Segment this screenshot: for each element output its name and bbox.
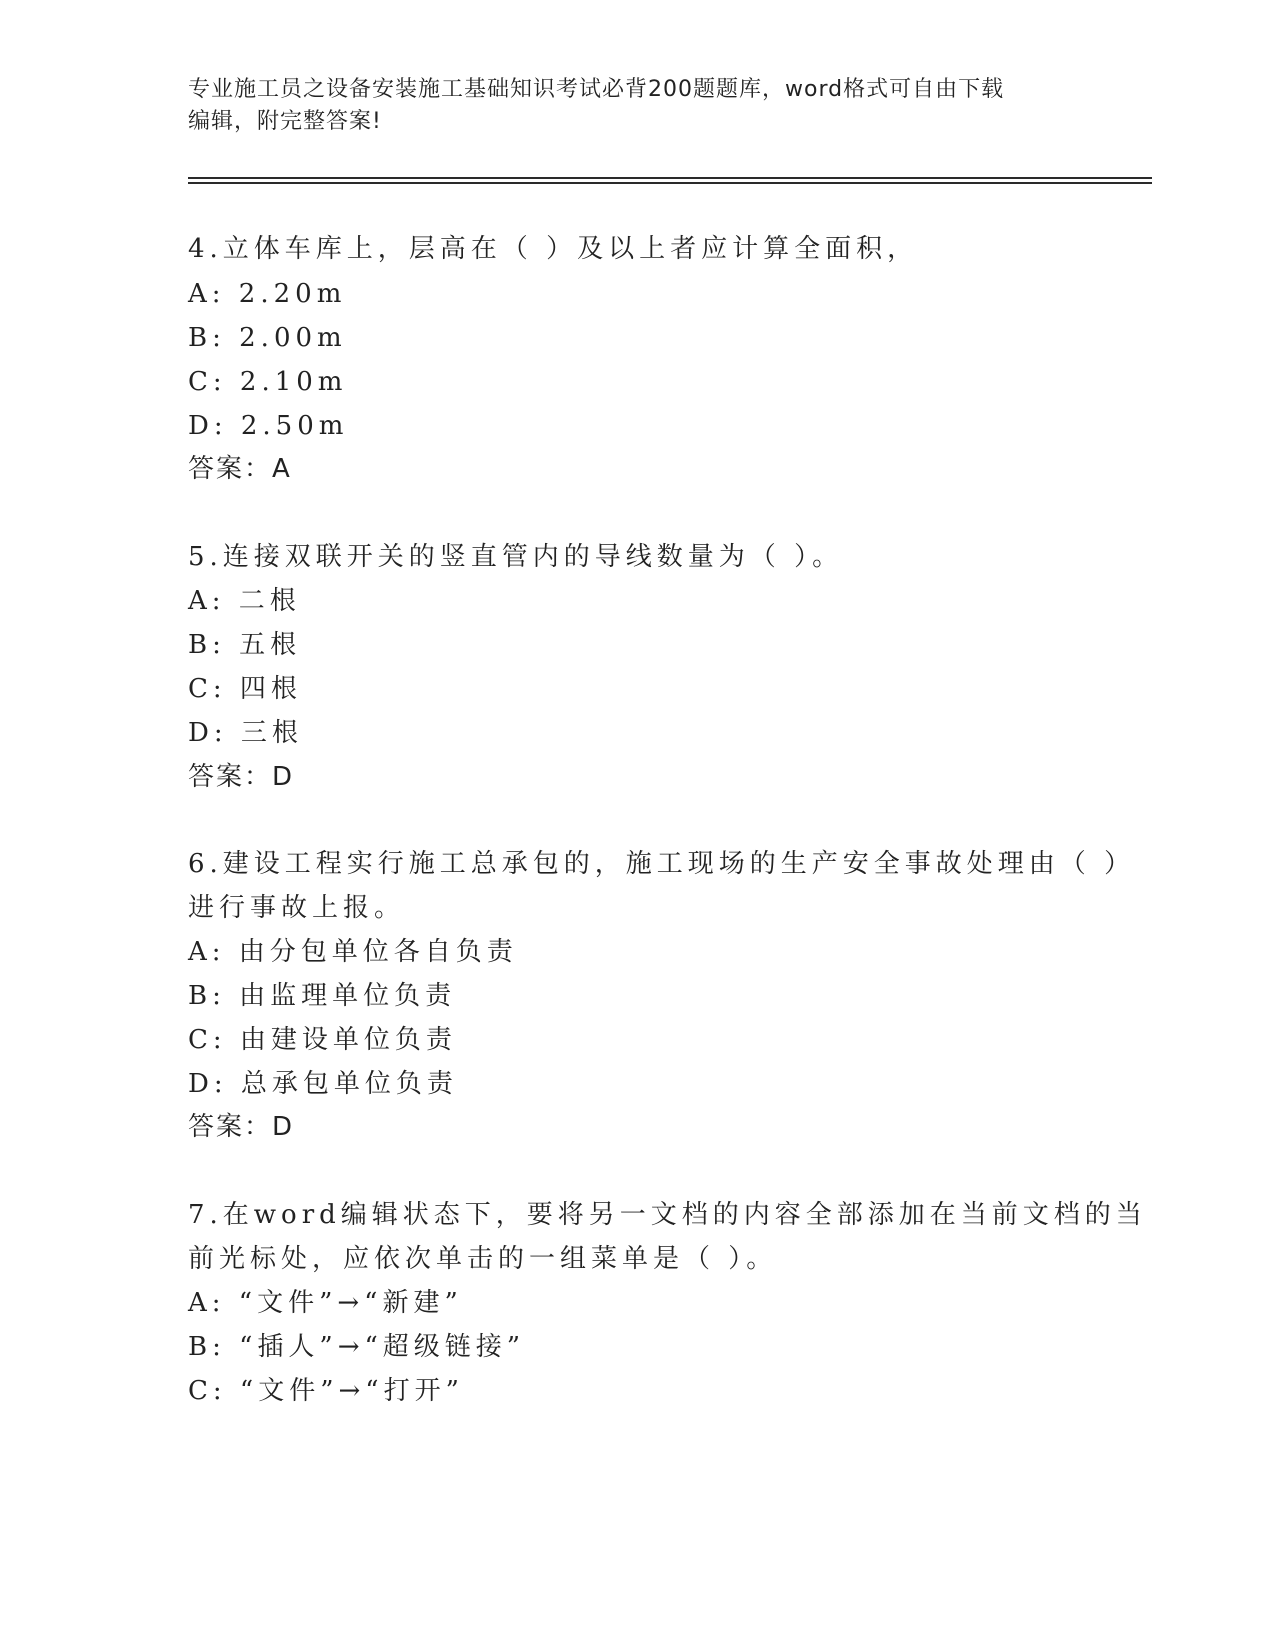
question-5-option-c: C: 四根	[188, 674, 302, 704]
question-5-option-b: B: 五根	[188, 630, 302, 660]
question-4-text: 4.立体车库上，层高在（ ）及以上者应计算全面积，	[188, 234, 919, 264]
question-6-option-d: D: 总承包单位负责	[188, 1069, 458, 1099]
question-5-text: 5.连接双联开关的竖直管内的导线数量为（ ）。	[188, 542, 844, 572]
question-5-answer: 答案：D	[188, 762, 295, 792]
header-line-1: 专业施工员之设备安装施工基础知识考试必背200题题库，word格式可自由下载	[188, 77, 1005, 102]
document-header	[188, 74, 1088, 138]
question-4-option-c: C: 2.10m	[188, 367, 348, 397]
question-6-option-a: A: 由分包单位各自负责	[188, 937, 518, 967]
question-6-answer: 答案：D	[188, 1112, 295, 1142]
question-7-option-a: A: “文件”→“新建”	[188, 1288, 463, 1318]
question-7-option-c: C: “文件”→“打开”	[188, 1376, 464, 1406]
question-4-option-a: A: 2.20m	[188, 279, 347, 309]
question-4-option-d: D: 2.50m	[188, 411, 349, 441]
question-6-option-c: C: 由建设单位负责	[188, 1025, 457, 1055]
question-5-option-a: A: 二根	[188, 586, 301, 616]
question-7-text-line-2: 前光标处，应依次单击的一组菜单是（ ）。	[188, 1244, 778, 1274]
question-5-option-d: D: 三根	[188, 718, 303, 748]
question-6-text-line-1: 6.建设工程实行施工总承包的，施工现场的生产安全事故处理由（ ）	[188, 849, 1136, 879]
header-line-2: 编辑，附完整答案!	[188, 109, 382, 134]
question-4-answer: 答案：A	[188, 454, 292, 484]
header-divider-bottom	[188, 182, 1152, 184]
question-6-option-b: B: 由监理单位负责	[188, 981, 457, 1011]
header-divider-top	[188, 177, 1152, 179]
question-4-option-b: B: 2.00m	[188, 323, 347, 353]
question-6-text-line-2: 进行事故上报。	[188, 893, 406, 923]
question-7-text-line-1: 7.在word编辑状态下，要将另一文档的内容全部添加在当前文档的当	[188, 1200, 1147, 1230]
question-7-option-b: B: “插人”→“超级链接”	[188, 1332, 526, 1362]
